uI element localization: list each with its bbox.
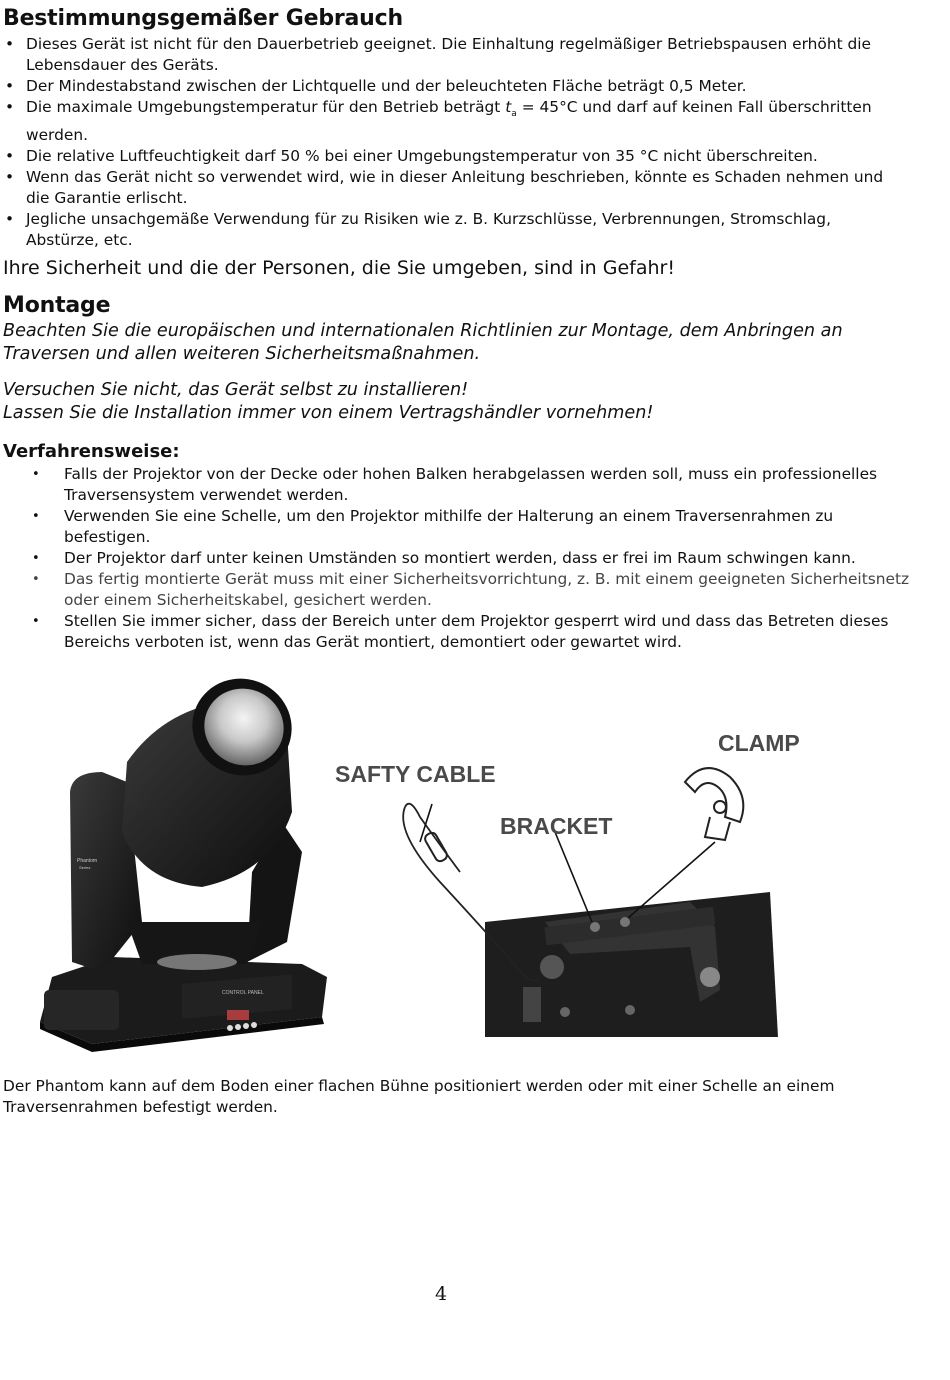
list-item: • Wenn das Gerät nicht so verwendet wird, wie in dieser Anleitung beschrieben, könnte es Schaden nehmen und die Garantie erlischt. (3, 167, 903, 209)
fixture-brand-label: Phantom (77, 858, 98, 864)
moving-head-fixture-image (32, 672, 332, 1052)
temp-rest: = 45°C und darf auf keinen Fall überschritten werden. (26, 98, 872, 145)
list-item: • Die relative Luftfeuchtigkeit darf 50 % bei einer Umgebungstemperatur von 35 °C nicht überschreiten. (3, 146, 903, 167)
label-bracket: BRACKET (500, 813, 613, 839)
install-warning-line: Versuchen Sie nicht, das Gerät selbst zu installieren! (3, 380, 469, 400)
mounting-diagram-image (330, 722, 830, 1042)
figure-caption: Der Phantom kann auf dem Boden einer flachen Bühne positioniert werden oder mit einer Schelle an einem Traversenrahmen befestigt werden. (3, 1077, 835, 1116)
list-item: • Der Mindestabstand zwischen der Lichtquelle und der beleuchteten Fläche beträgt 0,5 Meter. (3, 76, 903, 97)
list-item: • Das fertig montierte Gerät muss mit einer Sicherheitsvorrichtung, z. B. mit einem geeigneten Sicherheitsnetz oder einem Sicherheitskabel, gesichert werden. (30, 569, 910, 611)
control-panel-label: CONTROL PANEL (222, 990, 264, 996)
label-clamp: CLAMP (718, 730, 800, 756)
temp-subscript: a (511, 109, 517, 120)
list-item: • Dieses Gerät ist nicht für den Dauerbetrieb geeignet. Die Einhaltung regelmäßiger Betriebspausen erhöht die Lebensdauer des Geräts. (3, 34, 903, 76)
temp-symbol: t (505, 98, 512, 116)
safety-warning: Ihre Sicherheit und die der Personen, die Sie umgeben, sind in Gefahr! (3, 257, 675, 279)
list-item: • Falls der Projektor von der Decke oder hohen Balken herabgelassen werden soll, muss ein professionelles Traversensystem verwendet werden. (30, 464, 910, 506)
install-warning-line: Lassen Sie die Installation immer von einem Vertragshändler vornehmen! (3, 403, 654, 423)
montage-install-warning (3, 379, 913, 425)
section-title-usage: Bestimmungsgemäßer Gebrauch (3, 6, 403, 31)
list-item: • Verwenden Sie eine Schelle, um den Projektor mithilfe der Halterung an einem Traversenrahmen zu befestigen. (30, 506, 910, 548)
procedure-list (30, 464, 910, 653)
list-item: • Stellen Sie immer sicher, dass der Bereich unter dem Projektor gesperrt wird und dass das Betreten dieses Bereichs verboten ist, wenn das Gerät montiert, demontiert oder gewartet wird. (30, 611, 910, 653)
fixture-series-label: Series (79, 865, 91, 870)
list-item: • Jegliche unsachgemäße Verwendung für zu Risiken wie z. B. Kurzschlüsse, Verbrennungen, Stromschlag, Abstürze, etc. (3, 209, 903, 251)
label-safety-cable: SAFTY CABLE (335, 761, 496, 787)
list-item (3, 97, 903, 146)
page-number: 4 (434, 1283, 448, 1305)
section-title-montage: Montage (3, 293, 111, 318)
list-item: • Der Projektor darf unter keinen Umständen so montiert werden, dass er frei im Raum schwingen kann. (30, 548, 910, 569)
section-title-procedure: Verfahrensweise: (3, 441, 180, 462)
temp-text: Die maximale Umgebungstemperatur für den Betrieb beträgt (26, 98, 501, 116)
usage-list (3, 34, 903, 251)
montage-guidelines: Beachten Sie die europäischen und internationalen Richtlinien zur Montage, dem Anbringen an Traversen und allen weiteren Sicherheitsmaßnahmen. (3, 321, 843, 364)
